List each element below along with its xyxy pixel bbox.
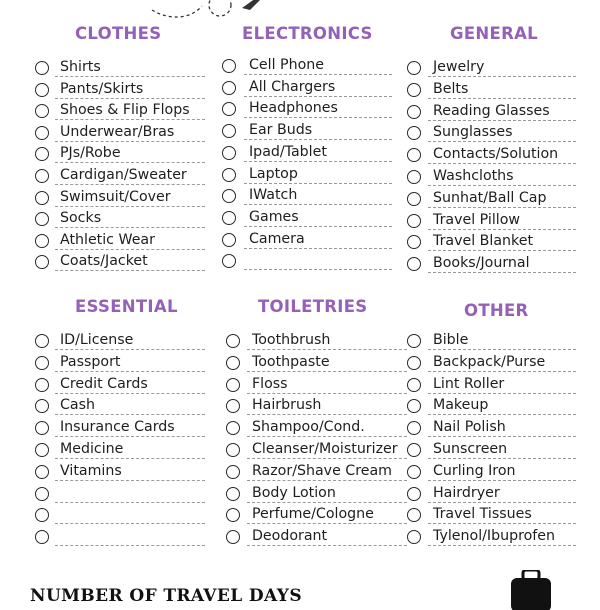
checkbox-circle[interactable] [226,421,240,435]
checkbox-circle[interactable] [407,126,421,140]
dashed-underline [244,248,392,249]
checklist-item-label: IWatch [249,187,298,204]
checkbox-circle[interactable] [222,233,236,247]
dashed-underline [55,523,205,524]
checkbox-circle[interactable] [35,104,49,118]
section-heading-electronics: ELECTRONICS [242,24,373,43]
checkbox-circle[interactable] [35,126,49,140]
dashed-underline [55,270,205,271]
checkbox-circle[interactable] [226,399,240,413]
checkbox-circle[interactable] [407,214,421,228]
dashed-underline [428,349,576,350]
checklist-item-label: Toothbrush [252,332,331,348]
checkbox-circle[interactable] [35,487,49,501]
checklist-item-label: Travel Tissues [433,506,532,523]
dashed-underline [244,204,392,205]
checklist-item-label: Socks [60,210,102,227]
checklist-item-label: All Chargers [249,78,336,95]
dashed-underline [428,523,576,524]
checklist-item-label: Toothpaste [252,353,330,370]
checkbox-circle[interactable] [407,487,421,501]
dashed-underline [55,371,205,372]
dashed-underline [55,162,205,163]
dashed-underline [247,393,407,394]
dashed-underline [244,183,392,184]
checkbox-circle[interactable] [226,378,240,392]
checklist-item-label: Medicine [60,441,124,457]
checkbox-circle[interactable] [35,212,49,226]
dashed-underline [428,545,576,546]
dashed-underline [244,161,392,162]
dashed-underline [428,272,576,273]
checklist-item-label: Ear Buds [249,122,313,139]
checkbox-circle[interactable] [407,235,421,249]
dashed-underline [247,349,407,350]
dashed-underline [428,393,576,394]
checklist-item-label: Passport [60,353,121,370]
checkbox-circle[interactable] [407,148,421,162]
checklist-item-label: Shirts [60,59,101,75]
dashed-underline [247,545,407,546]
checkbox-circle[interactable] [226,443,240,457]
checklist-item-label: Jewelry [433,59,485,75]
checkbox-circle[interactable] [407,83,421,97]
checklist-item-label: Headphones [249,100,338,117]
dashed-underline [55,458,205,459]
checklist-item-label: Bible [433,332,469,348]
dashed-underline [428,120,576,121]
checklist-item-label: Deodorant [252,528,328,545]
checkbox-circle[interactable] [35,399,49,413]
checkbox-circle[interactable] [222,124,236,138]
dashed-underline [247,480,407,481]
checkbox-circle[interactable] [407,530,421,544]
dashed-underline [428,480,576,481]
checklist-item-label: Nail Polish [433,419,506,436]
checkbox-circle[interactable] [222,254,236,268]
checkbox-circle[interactable] [407,356,421,370]
dashed-underline [55,393,205,394]
checklist-item-label: Shampoo/Cond. [252,419,365,436]
dashed-underline [428,141,576,142]
dashed-underline [244,226,392,227]
checkbox-circle[interactable] [226,487,240,501]
checklist-item-label: Sunhat/Ball Cap [433,189,547,206]
section-heading-general: GENERAL [450,24,538,43]
checklist-item-label: Washcloths [433,168,514,184]
checklist-item-label: Cleanser/Moisturizer [252,441,398,457]
section-heading-clothes: CLOTHES [75,24,162,43]
checklist-item-label: Floss [252,375,288,392]
dashed-underline [55,480,205,481]
checklist-item-label: Body Lotion [252,484,336,501]
checkbox-circle[interactable] [226,465,240,479]
travel-days-label: NUMBER OF TRAVEL DAYS [30,586,302,606]
dashed-underline [55,502,205,503]
checkbox-circle[interactable] [407,105,421,119]
dashed-underline [428,371,576,372]
dashed-underline [55,545,205,546]
checkbox-circle[interactable] [407,192,421,206]
checkbox-circle[interactable] [35,421,49,435]
checkbox-circle[interactable] [35,465,49,479]
dashed-underline [55,141,205,142]
dashed-underline [55,349,205,350]
dashed-underline [244,269,392,270]
checkbox-circle[interactable] [35,356,49,370]
checkbox-circle[interactable] [35,530,49,544]
checklist-item-label: Insurance Cards [60,419,175,436]
dashed-underline [55,206,205,207]
checklist-item-label: Belts [433,80,469,97]
checkbox-circle[interactable] [222,189,236,203]
checklist-item-label: Reading Glasses [433,102,550,119]
section-heading-toiletries: TOILETRIES [258,297,368,316]
checklist-item-label: Games [249,208,299,225]
checklist-item-label: Sunglasses [433,124,513,141]
checklist-item-label: Camera [249,230,305,247]
checklist-item-label: Coats/Jacket [60,253,148,270]
checklist-item-label: Lint Roller [433,375,505,392]
checkbox-circle[interactable] [35,169,49,183]
checklist-item-label: Contacts/Solution [433,146,559,163]
checkbox-circle[interactable] [35,147,49,161]
dashed-underline [428,207,576,208]
checklist-item-label: Pants/Skirts [60,80,144,97]
dashed-underline [244,139,392,140]
dashed-underline [55,76,205,77]
dashed-underline [428,76,576,77]
dashed-underline [55,119,205,120]
checklist-item-label: Underwear/Bras [60,123,175,140]
dashed-underline [428,502,576,503]
checklist-item-label: Books/Journal [433,255,530,272]
checkbox-circle[interactable] [407,257,421,271]
checklist-item-label: Travel Pillow [433,211,521,228]
dashed-underline [244,74,392,75]
checkbox-circle[interactable] [35,378,49,392]
dashed-underline [247,414,407,415]
checkbox-circle[interactable] [226,334,240,348]
dashed-underline [428,250,576,251]
checklist-item-label: Athletic Wear [60,231,155,248]
checkbox-circle[interactable] [226,356,240,370]
dashed-underline [244,117,392,118]
checklist-item-label: Cash [60,397,95,414]
dashed-underline [55,98,205,99]
checkbox-circle[interactable] [35,508,49,522]
dashed-underline [55,227,205,228]
checklist-item-label: Perfume/Cologne [252,506,374,523]
checkbox-circle[interactable] [222,146,236,160]
checkbox-circle[interactable] [222,168,236,182]
dashed-underline [247,502,407,503]
checkbox-circle[interactable] [35,61,49,75]
checkbox-circle[interactable] [35,191,49,205]
checklist-item-label: Sunscreen [433,441,508,457]
checklist-item-label: Tylenol/Ibuprofen [433,528,556,545]
checklist-item-label: Credit Cards [60,375,148,392]
checklist-item-label: Swimsuit/Cover [60,188,171,205]
checkbox-circle[interactable] [407,61,421,75]
checkbox-circle[interactable] [407,378,421,392]
checklist-item-label: Makeup [433,397,489,414]
checkbox-circle[interactable] [407,465,421,479]
checkbox-circle[interactable] [407,421,421,435]
checkbox-circle[interactable] [35,255,49,269]
checklist-item-label: Hairdryer [433,484,500,501]
checklist-item-label: Laptop [249,165,298,182]
dashed-underline [55,414,205,415]
dashed-underline [244,96,392,97]
checkbox-circle[interactable] [407,334,421,348]
dashed-underline [247,371,407,372]
checkbox-circle[interactable] [407,508,421,522]
checklist-item-label: Cell Phone [249,57,324,73]
checklist-item-label: Cardigan/Sweater [60,167,187,183]
checkbox-circle[interactable] [407,170,421,184]
checkbox-circle[interactable] [35,443,49,457]
dashed-underline [428,414,576,415]
dashed-underline [55,249,205,250]
checklist-item-label: PJs/Robe [60,145,121,162]
checkbox-circle[interactable] [407,443,421,457]
checkbox-circle[interactable] [35,234,49,248]
dashed-underline [247,436,407,437]
checkbox-circle[interactable] [407,399,421,413]
checklist-item-label: Shoes & Flip Flops [60,102,190,119]
checklist-item-label: Hairbrush [252,397,322,414]
section-heading-other: OTHER [464,301,529,320]
checkbox-circle[interactable] [222,81,236,95]
checklist-item-label: Ipad/Tablet [249,143,327,160]
dashed-underline [55,184,205,185]
suitcase-icon [505,570,557,610]
dashed-underline [247,523,407,524]
checkbox-circle[interactable] [35,334,49,348]
dashed-underline [428,163,576,164]
dashed-underline [55,436,205,437]
dashed-underline [428,436,576,437]
checkbox-circle[interactable] [35,83,49,97]
dashed-underline [428,458,576,459]
checklist-item-label: Travel Blanket [433,233,534,250]
checklist-item-label: Razor/Shave Cream [252,462,392,479]
checkbox-circle[interactable] [226,530,240,544]
checkbox-circle[interactable] [222,211,236,225]
checklist-item-label: Vitamins [60,462,122,479]
checklist-item-label: Backpack/Purse [433,353,546,370]
checklist-item-label: Curling Iron [433,462,516,479]
checklist-item-label: ID/License [60,332,134,348]
dashed-underline [428,229,576,230]
dashed-underline [428,98,576,99]
checkbox-circle[interactable] [222,102,236,116]
dashed-underline [247,458,407,459]
dashed-underline [428,185,576,186]
checkbox-circle[interactable] [226,508,240,522]
section-heading-essential: ESSENTIAL [75,297,178,316]
checkbox-circle[interactable] [222,59,236,73]
